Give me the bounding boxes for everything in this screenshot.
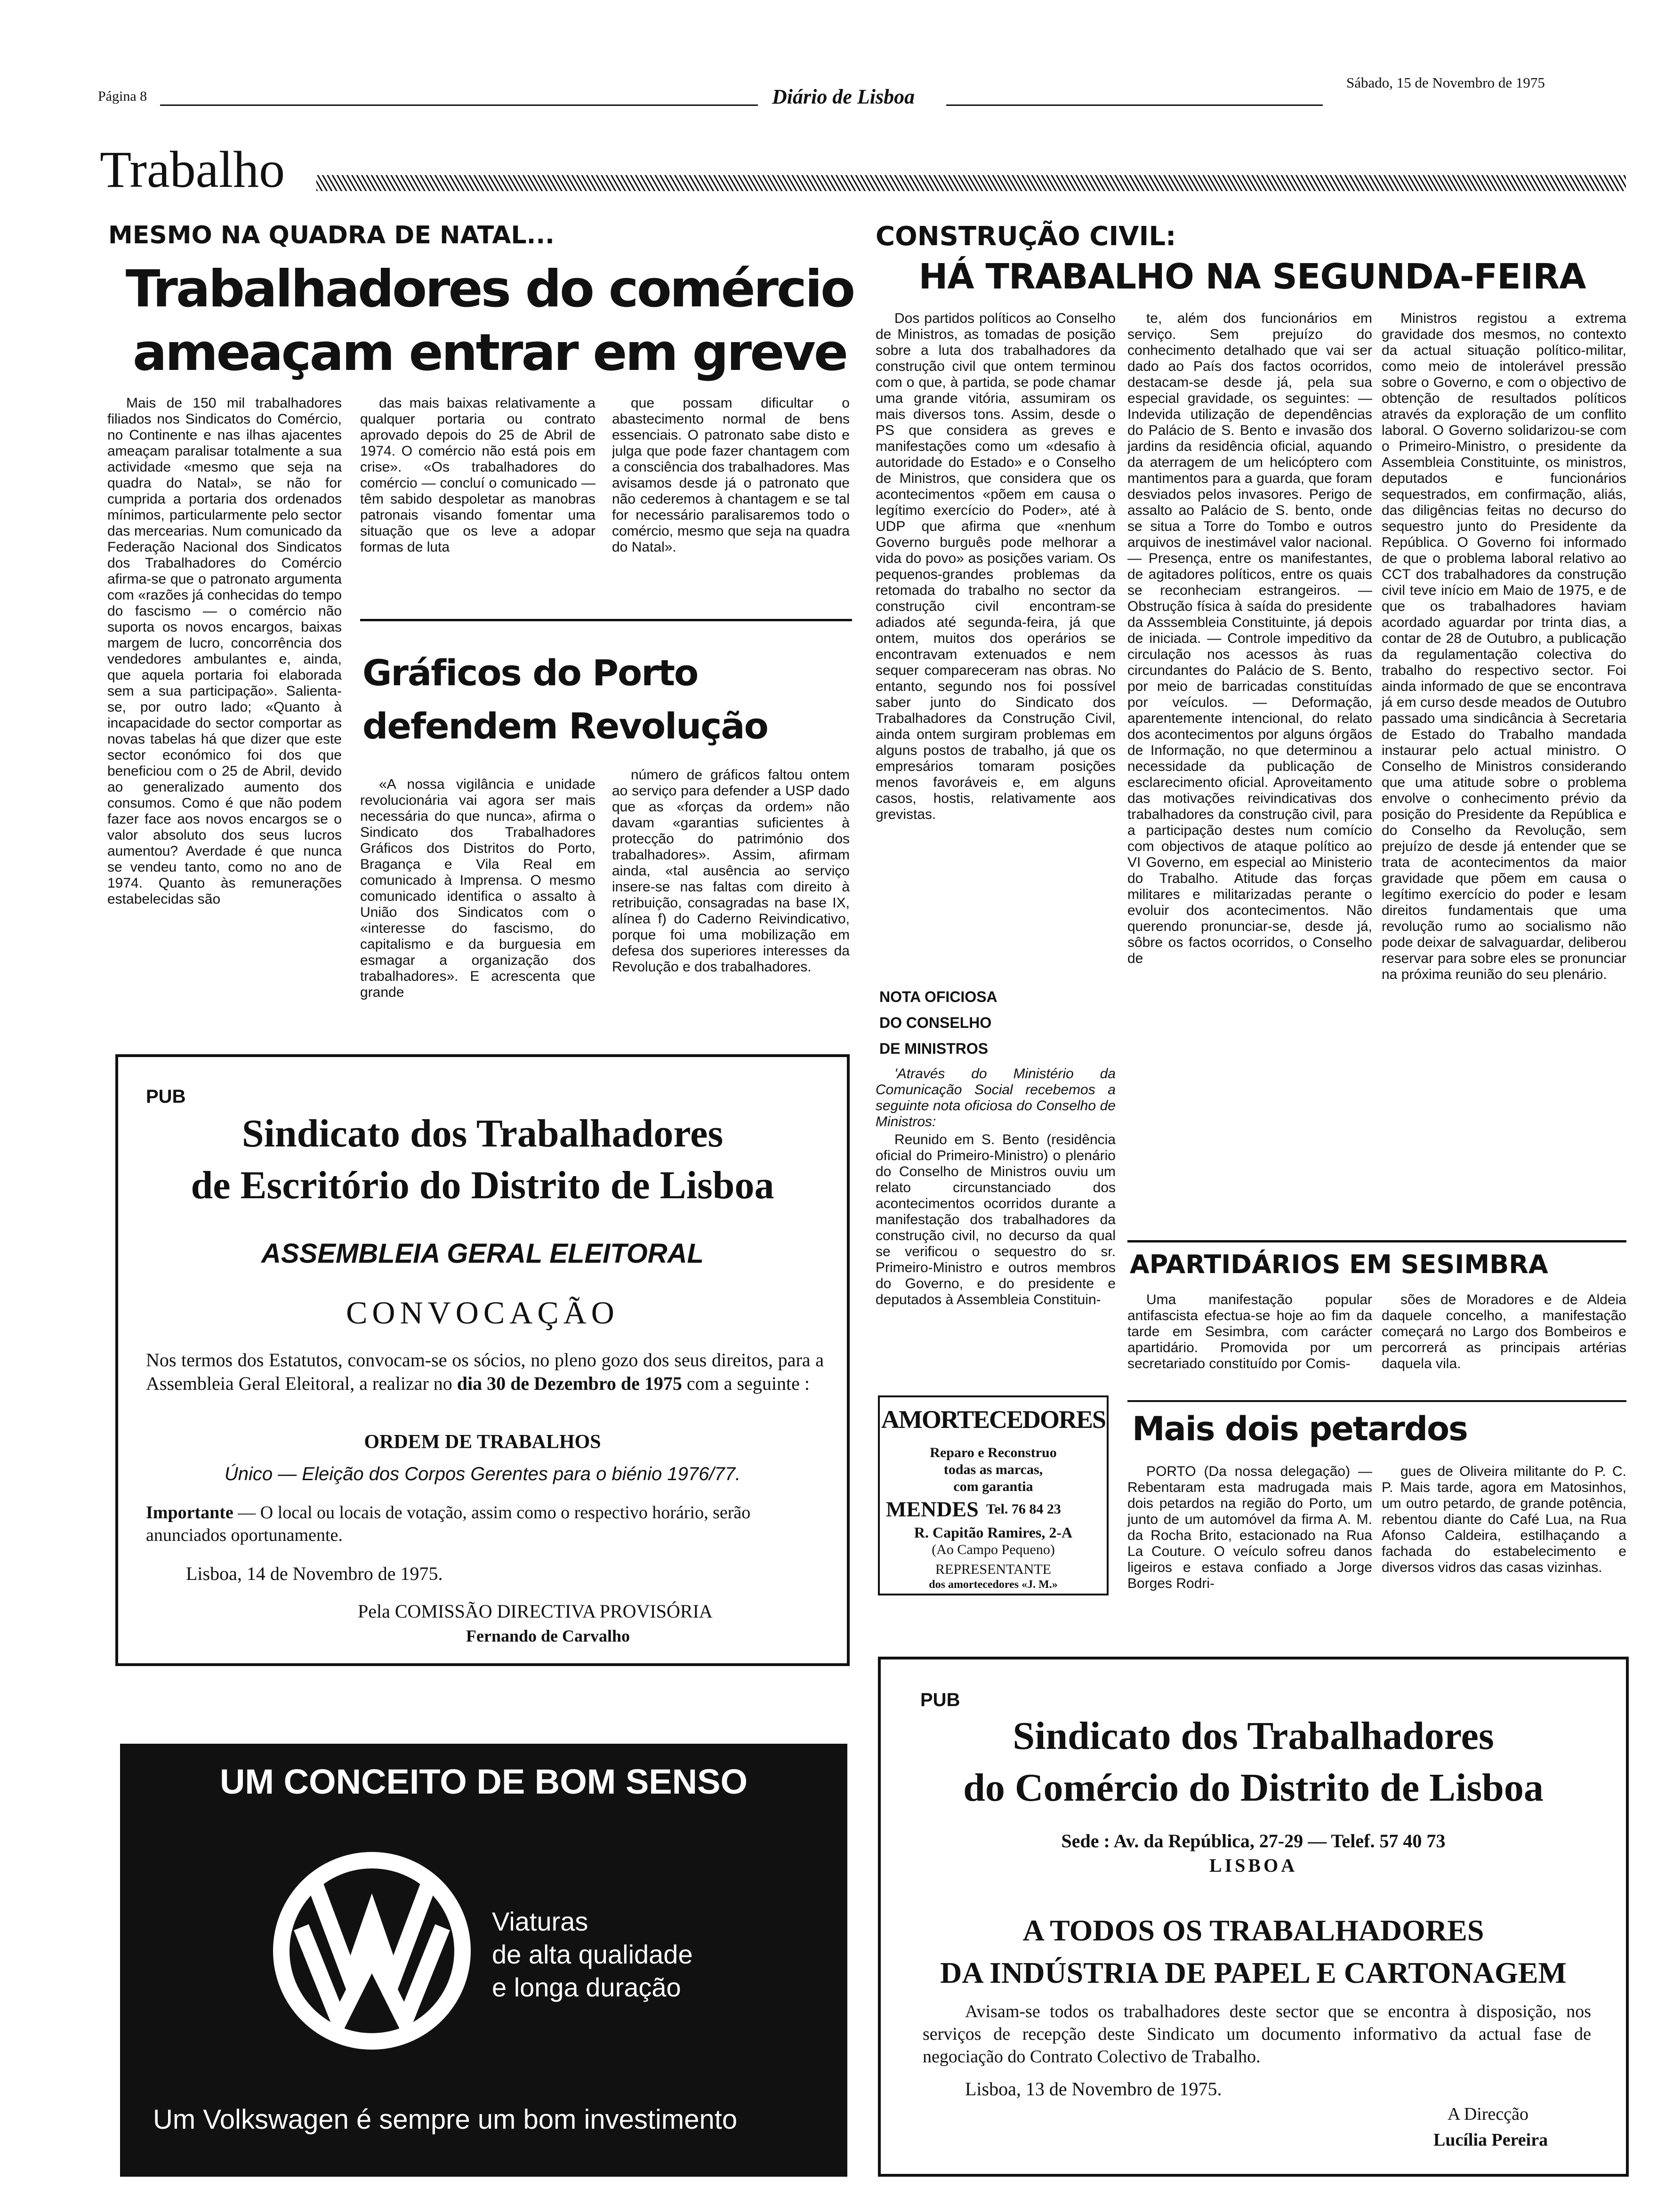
ad-escritorio-pub: PUB	[146, 1086, 186, 1107]
sesimbra-column-2: sões de Moradores e de Aldeia daquele concelho, a manifestação começará no Largo dos Bombeiros e percorrerá as principais artérias daquela vila.	[1382, 1292, 1626, 1371]
ad-amortecedores-line-2: todas as marcas,	[943, 1462, 1043, 1477]
ad-escritorio-unico: Único — Eleição dos Corpos Gerentes para o biénio 1976/77.	[224, 1464, 741, 1484]
ad-amortecedores-tel: Tel. 76 84 23	[986, 1501, 1061, 1517]
ad-amortecedores-rep-2: dos amortecedores «J. M.»	[929, 1579, 1058, 1591]
newspaper-name: Diário de Lisboa	[772, 85, 915, 108]
ad-comercio-heading-1: A TODOS OS TRABALHADORES	[1022, 1914, 1484, 1947]
graficos-headline-2: defendem Revolução	[362, 705, 768, 747]
petardos-top-rule	[1127, 1400, 1626, 1402]
graficos-column-1: «A nossa vigilância e unidade revolucionária vai agora ser mais necessária do que nunca», afirma o Sindicato dos Trabalhadores Gráficos dos Distritos do Porto, Bragança e Vila Real em comunicado à Imprensa. O mesmo comunicado identifica o assalto à União dos Sindicatos com o «interesse do fascismo, do capitalismo e da burguesia em esmagar a organização dos trabalhadores». E acrescenta que grande	[360, 777, 595, 1000]
construcao-column-1: Dos partidos políticos ao Conselho de Ministros, as tomadas de posição sobre a luta dos trabalhadores da construção civil que ontem terminou com o que, à partida, se pode chamar uma grande vitória, assumiram os mais diversos tons. Assim, desde o PS que considera as greves e manifestações como um «desafio à autoridade do Estado» e o Conselho de Ministros, que considera que os acontecimentos «põem em causa o legítimo exercício do Poder», até à UDP que afirma que «nenhum Governo burguês pode melhorar a vida do povo» as posições variam. Os pequenos-grandes problemas da retomada do trabalho no sector da construção civil encontram-se adiados até segunda-feira, já que ontem, muitos dos operários se encontravam extenuados e nem sequer compareceram nas obras. No entanto, segundo nos foi possível saber junto do Sindicato dos Trabalhadores da Construção Civil, ainda ontem surgiram problemas em alguns postos de trabalho, já que os empresários tomaram posições menos favoráveis e, em alguns casos, hostis, relativamente aos grevistas.	[876, 311, 1116, 822]
greve-kicker: MESMO NA QUADRA DE NATAL...	[108, 221, 555, 249]
nota-heading-3: DE MINISTROS	[879, 1040, 989, 1057]
ad-escritorio-subtitle: ASSEMBLEIA GERAL ELEITORAL	[261, 1238, 704, 1269]
ad-comercio-signature: Lucília Pereira	[1433, 2130, 1548, 2150]
ad-comercio-pub: PUB	[920, 1690, 960, 1710]
ad-comercio-date: Lisboa, 13 de Novembro de 1975.	[965, 2078, 1222, 2100]
ad-comercio-city: LISBOA	[1209, 1855, 1298, 1876]
ad-comercio-title-2: do Comércio do Distrito de Lisboa	[963, 1766, 1544, 1810]
sesimbra-headline: APARTIDÁRIOS EM SESIMBRA	[1130, 1250, 1548, 1279]
petardos-headline: Mais dois petardos	[1132, 1410, 1467, 1448]
graficos-headline-1: Gráficos do Porto	[362, 652, 698, 694]
construcao-kicker: CONSTRUÇÃO CIVIL:	[876, 221, 1176, 252]
ad-vw-headline: UM CONCEITO DE BOM SENSO	[219, 1762, 748, 1801]
ad-escritorio-importante: Importante — O local ou locais de votação, assim como o respectivo horário, serão anunciados oportunamente.	[146, 1503, 751, 1545]
masthead-rule-right	[946, 104, 1323, 106]
construcao-headline: HÁ TRABALHO NA SEGUNDA-FEIRA	[918, 256, 1586, 297]
ad-comercio-address: Sede : Av. da República, 27-29 — Telef. 57 40 73	[1061, 1830, 1446, 1851]
petardos-column-2: gues de Oliveira militante do P. C. P. Mais tarde, agora em Matosinhos, um outro petardo, de grande potência, rebentou diante do Café Lua, na Rua Afonso Caldeira, estilhaçando a fachada do estabelecimento e diversos vidros das casas vizinhas.	[1382, 1464, 1626, 1575]
nota-heading-1: NOTA OFICIOSA	[879, 988, 997, 1005]
section-title: Trabalho	[100, 141, 285, 198]
ad-comercio-body: Avisam-se todos os trabalhadores deste sector que se encontra à disposição, nos serviços de recepção deste Sindicato um documento informativo da actual fase de negociação do Contrato Colectivo de Trabalho.	[923, 2002, 1591, 2067]
ad-escritorio-signature: Fernando de Carvalho	[466, 1627, 630, 1645]
graficos-top-rule	[360, 619, 852, 621]
ad-escritorio-signed-by: Pela COMISSÃO DIRECTIVA PROVISÓRIA	[358, 1601, 713, 1622]
greve-headline-2: ameaçam entrar em greve	[132, 323, 847, 382]
ad-vw-footer: Um Volkswagen é sempre um bom investimento	[153, 2104, 738, 2135]
ad-amortecedores-title: AMORTECEDORES	[881, 1405, 1106, 1434]
ad-escritorio-title-1: Sindicato dos Trabalhadores	[241, 1112, 724, 1155]
masthead-rule-left	[160, 104, 758, 106]
sesimbra-column-1: Uma manifestação popular antifascista efectua-se hoje ao fim da tarde em Sesimbra, com carácter apartidário. Promovida por um secretariado constituído por Comis-	[1127, 1292, 1372, 1371]
greve-column-1: Mais de 150 mil trabalhadores filiados nos Sindicatos do Comércio, no Continente e nas ilhas ajacentes ameaçam paralisar totalmente a sua actividade «mesmo que seja na quadra do Natal», se não for cumprida a portaria dos ordenados mínimos, particularmente pelo sector das mercearias. Num comunicado da Federação Nacional dos Sindicatos dos Trabalhadores do Comércio afirma-se que o patronato argumenta com «razões já conhecidas do tempo do fascismo — o comércio não suporta os novos encargos, baixas margem de lucro, concorrência dos vendedores ambulantes e, ainda, que aquela portaria foi elaborada sem a sua participação». Salienta-se, por outro lado; «Quanto à incapacidade do sector comportar as novas tabelas há que dizer que este sector económico foi dos que beneficiou com o 25 de Abril, devido ao generalizado aumento dos consumos. Como é que não podem fazer face aos novos encargos se o valor absoluto dos seus lucros aumentou? Averdade é que nunca se vendeu tanto, como no ano de 1974. Quanto às remunerações estabelecidas são	[107, 395, 342, 907]
ad-vw-tag-1: Viaturas	[492, 1907, 588, 1936]
ad-comercio-signed-by: A Direcção	[1448, 2104, 1528, 2124]
greve-column-2: das mais baixas relativamente a qualquer portaria ou contrato aprovado depois do 25 de Abril de 1974. O comércio não está pois em crise». «Os trabalhadores do comércio — concluí o comunicado — têm sabido despoletar as manobras patronais visando fomentar uma situação que os leve a adopar formas de luta	[360, 395, 595, 555]
vw-logo-icon	[268, 1847, 475, 2054]
ad-escritorio-title-2: de Escritório do Distrito de Lisboa	[191, 1163, 774, 1207]
ad-escritorio-body: Nos termos dos Estatutos, convocam-se os sócios, no pleno gozo dos seus direitos, para a Assembleia Geral Eleitoral, a realizar no dia 30 de Dezembro de 1975 com a seguinte :	[146, 1349, 824, 1394]
nota-text: Reunido em S. Bento (residência oficial do Primeiro-Ministro) o plenário do Conselho de Ministros ouviu um relato circunstanciado dos acontecimentos ocorridos durante a manifestação dos trabalhadores da construção civil, no decurso da qual se verificou o sequestro do sr. Primeiro-Ministro e outros membros do Governo, e do presidente e deputados à Assembleia Constituin-	[876, 1132, 1116, 1307]
ad-comercio-heading-2: DA INDÚSTRIA DE PAPEL E CARTONAGEM	[940, 1956, 1567, 1989]
ad-amortecedores-address: R. Capitão Ramires, 2-A	[914, 1524, 1073, 1541]
sesimbra-top-rule	[1127, 1240, 1626, 1242]
ad-amortecedores-mendes: MENDES	[886, 1497, 979, 1521]
nota-intro: 'Através do Ministério da Comunicação Social recebemos a seguinte nota oficiosa do Conselho de Ministros:	[876, 1066, 1116, 1130]
ad-comercio-title-1: Sindicato dos Trabalhadores	[1013, 1714, 1494, 1758]
ad-amortecedores-line-3: com garantia	[953, 1479, 1033, 1494]
petardos-column-1: PORTO (Da nossa delegação) — Rebentaram esta madrugada mais dois petardos na região do Porto, um junto de um automóvel da firma A. M. da Rocha Brito, estacionado na Rua La Couture. O veículo sofreu danos ligeiros e estava confiado a Jorge Borges Rodri-	[1127, 1464, 1372, 1591]
greve-column-3: que possam dificultar o abastecimento normal de bens essenciais. O patronato sabe disto e julga que pode fazer chantagem com a consciência dos trabalhadores. Mas avisamos desde já o patronato que não cederemos à chantagem e se tal for necessário paralisaremos todo o comércio, mesmo que seja na quadra do Natal».	[612, 395, 850, 555]
ad-vw-tag-3: e longa duração	[492, 1972, 681, 2002]
construcao-column-2: te, além dos funcionários em serviço. Sem prejuízo do conhecimento detalhado que vai ser dado ao País dos factos ocorridos, destacam-se desde já, pela sua especial gravidade, os seguintes: — Indevida utilização de dependências do Palácio de S. Bento e invasão dos jardins da residência oficial, aquando da aterragem de um helicóptero com mantimentos para a guarda, que foram desviados pelos invasores. Perigo de assalto ao Palácio de S. bento, onde se situa a Torre do Tombo e outros arquivos de inestimável valor nacional. — Presença, entre os manifestantes, de agitadores políticos, entre os quais se reconheciam estrangeiros. — Obstrução física à saída do presidente da Asssembleia Constituinte, já depois de iniciada. — Controle impeditivo da circulação nos acessos às ruas circundantes do Palácio de S. Bento, por meio de barricadas constituídas por veículos. — Deformação, aparentemente intencional, do relato dos acontecimentos por alguns órgãos de Informação, no que determinou a necessidade da publicação de esclarecimento oficial. Aproveitamento das motivações reivindicativas dos trabalhadores da construção civil, para a participação destes num comício com objectivos de ataque político ao VI Governo, em especial ao Ministerio do Trabalho. Atitude das forças militares e militarizadas perante o evoluir dos acontecimentos. Não querendo pronunciar-se, desde já, sôbre os factos ocorridos, o Conselho de	[1127, 311, 1372, 966]
section-hatch-bar	[316, 175, 1626, 191]
ad-vw	[120, 1744, 847, 2177]
ad-amortecedores-rep-1: REPRESENTANTE	[935, 1562, 1051, 1577]
ad-escritorio-ordem: ORDEM DE TRABALHOS	[364, 1431, 601, 1453]
greve-headline-1: Trabalhadores do comércio	[125, 260, 854, 319]
construcao-column-3: Ministros registou a extrema gravidade dos mesmos, no contexto da actual situação político-militar, como meio de intolerável pressão sobre o Governo, e com o objectivo de obtenção de resultados políticos através da exploração de um conflito laboral. O Governo solidarizou-se com o Primeiro-Ministro, o presidente da Assembleia Constituinte, os ministros, deputados e funcionários sequestrados, em confirmação, aliás, das diligências feitas no decurso do sequestro junto do Presidente da República. O Governo foi informado de que o problema laboral relativo ao CCT dos trabalhadores da construção civil teve início em Maio de 1975, e de que os trabalhadores haviam acordado aguardar por trinta dias, a contar de 28 de Outubro, a publicação da regulamentação colectiva do trabalho do respectivo sector. Foi ainda informado de que se encontrava já em curso desde meados de Outubro passado uma sindicância à Secretaria de Estado do Trabalho mandada instaurar pelo actual ministro. O Conselho de Ministros considerando que uma atitude sobre o problema envolve o conhecimento prévio da posição do Presidente da República e do Conselho da Revolução, sem prejuízo de desde já entender que se trata de acontecimentos da maior gravidade que põem em causa o legítimo exercício do poder e lesam direitos fundamentais que uma revolução rumo ao socialismo não pode deixar de salvaguardar, deliberou reservar para sobre eles se pronunciar na próxima reunião do seu plenário.	[1382, 311, 1626, 982]
ad-escritorio-convocacao: CONVOCAÇÃO	[346, 1295, 619, 1330]
ad-amortecedores-line-1: Reparo e Reconstruo	[930, 1445, 1057, 1460]
page-number: Página 8	[98, 88, 147, 104]
nota-heading-2: DO CONSELHO	[879, 1014, 992, 1031]
ad-amortecedores-area: (Ao Campo Pequeno)	[932, 1542, 1055, 1557]
ad-escritorio-date: Lisboa, 14 de Novembro de 1975.	[186, 1563, 443, 1584]
issue-date: Sábado, 15 de Novembro de 1975	[1346, 74, 1545, 91]
ad-vw-tag-2: de alta qualidade	[492, 1940, 693, 1969]
graficos-column-2: número de gráficos faltou ontem ao serviço para defender a USP dado que as «forças da ordem» não davam «garantias suficientes à protecção do património dos trabalhadores». Assim, afirmam ainda, «tal ausência ao serviço insere-se nas faltas com direito à retribuição, consagradas na base IX, alínea f) do Caderno Reivindicativo, porque foi uma mobilização em defesa dos superiores interesses da Revolução e dos trabalhadores.	[612, 767, 850, 975]
